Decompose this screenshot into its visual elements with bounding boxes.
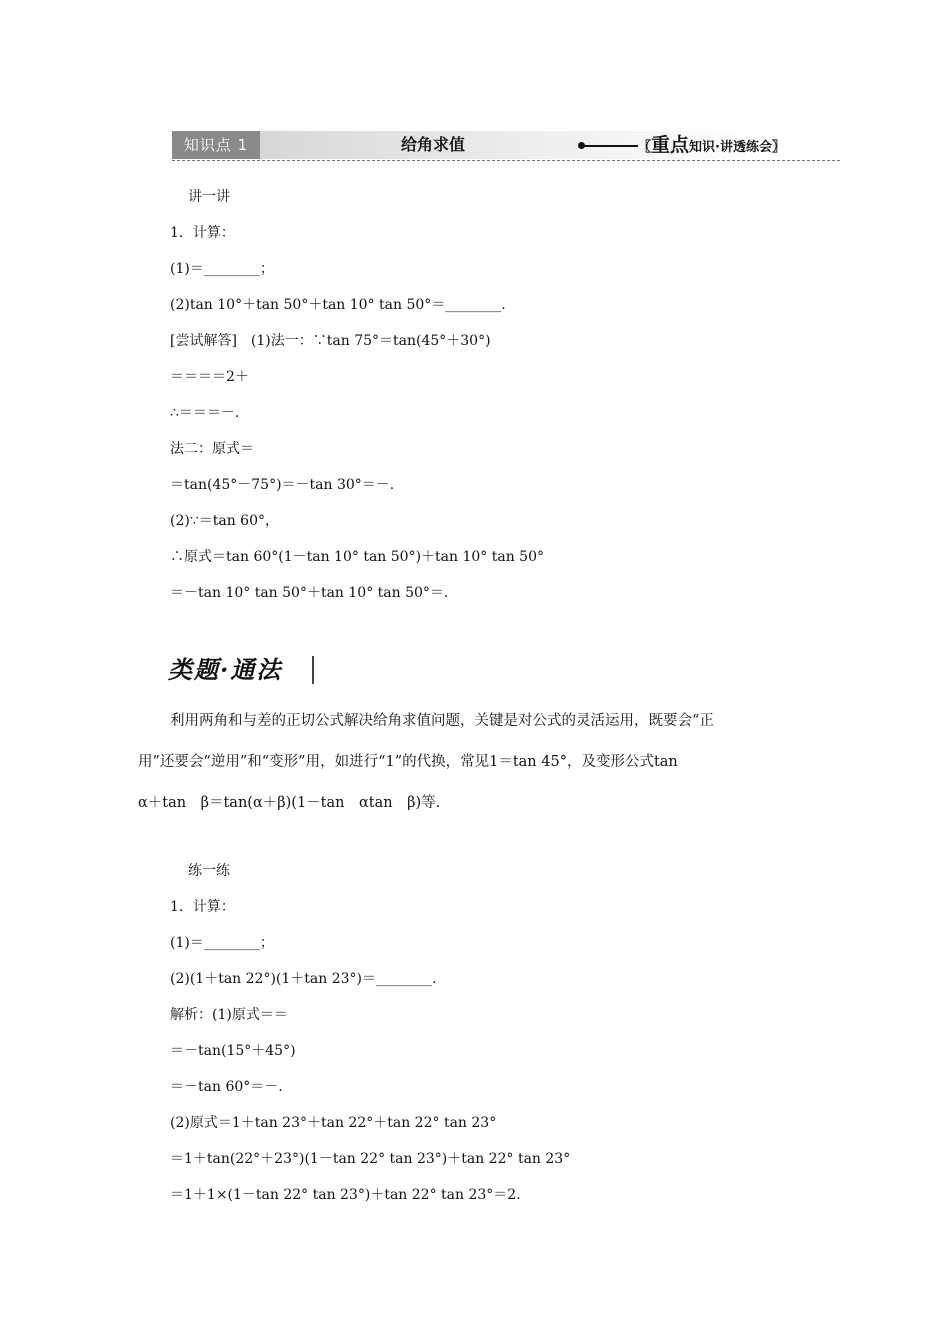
practice-line: ＝1＋tan(22°＋23°)(1－tan 22° tan 23°)＋tan 22° tan 23° [170, 1151, 571, 1167]
lecture-heading: 讲一讲 [188, 189, 230, 205]
lecture-line: (2)tan 10°＋tan 50°＋tan 10° tan 50°＝________. [170, 297, 506, 313]
method-paragraph-line: 利用两角和与差的正切公式解决给角求值问题，关键是对公式的灵活运用，既要会“正 [170, 713, 714, 729]
practice-line: (2)原式＝1＋tan 23°＋tan 22°＋tan 22° tan 23° [170, 1115, 497, 1131]
lecture-line: ＝tan(45°－75°)＝－tan 30°＝－. [170, 477, 395, 493]
lecture-line: ＝＝＝＝2＋ [170, 369, 249, 385]
header-tag [638, 131, 785, 159]
tag-bracket-open: 〖 [638, 140, 652, 155]
lecture-line: ＝－tan 10° tan 50°＋tan 10° tan 50°＝. [170, 585, 449, 601]
practice-line: (2)(1＋tan 22°)(1＋tan 23°)＝________. [170, 971, 437, 987]
method-paragraph-line: α＋tan β＝tan(α＋β)(1－tan αtan β)等. [138, 795, 441, 811]
lecture-line: ∴原式＝tan 60°(1－tan 10° tan 50°)＋tan 10° tan 50° [170, 549, 545, 565]
method-paragraph-line: 用”还要会“逆用”和“变形”用，如进行“1”的代换，常见1＝tan 45°，及变形公式tan [138, 754, 678, 770]
header-rule [584, 145, 638, 147]
tag-emphasis: 重点 [651, 134, 690, 156]
lecture-line: 法二：原式＝ [170, 441, 254, 457]
lecture-line: (1)＝________； [170, 261, 274, 277]
lecture-line: [尝试解答] (1)法一：∵tan 75°＝tan(45°＋30°) [170, 333, 491, 349]
practice-line: (1)＝________； [170, 935, 274, 951]
tag-bracket-close: 〗 [771, 140, 785, 155]
practice-line: ＝1＋1×(1－tan 22° tan 23°)＋tan 22° tan 23°＝2. [170, 1187, 521, 1203]
practice-heading: 练一练 [188, 863, 230, 879]
header-dashed-divider [172, 160, 840, 161]
lecture-line: ∴＝＝＝－. [170, 405, 240, 421]
practice-line: ＝－tan 60°＝－. [170, 1079, 283, 1095]
method-title: 类题·通法 [168, 655, 283, 684]
tag-text: 知识·讲透练会 [689, 140, 772, 155]
knowledge-point-label: 知识点 1 [172, 131, 260, 159]
section-header [172, 131, 840, 161]
lecture-line: (2)∵＝tan 60°， [170, 513, 279, 529]
lecture-line: 1．计算： [170, 225, 235, 241]
header-title: 给角求值 [400, 135, 465, 154]
practice-line: 解析：(1)原式＝＝ [170, 1007, 288, 1023]
method-title-bar [312, 656, 314, 684]
practice-line: 1．计算： [170, 899, 235, 915]
practice-line: ＝－tan(15°＋45°) [170, 1043, 296, 1059]
